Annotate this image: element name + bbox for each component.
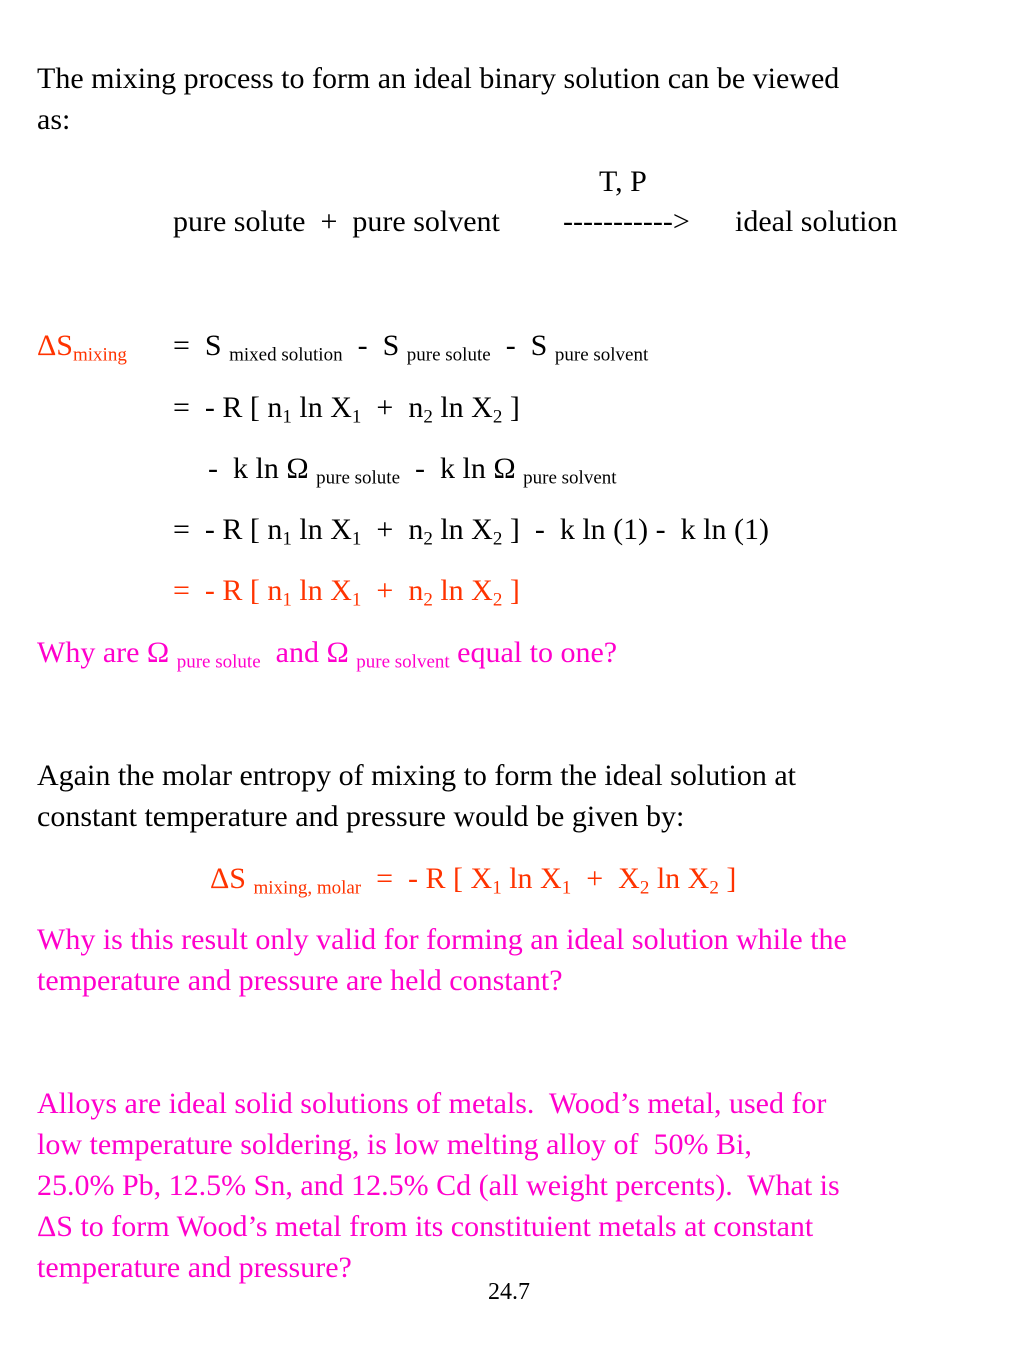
- question-constant-tp-line-2: temperature and pressure are held constant?: [37, 964, 563, 997]
- equation-line-4: = - R [ $n_1$ $\ln X_1 + n_2$ $\ln X_2$ ] - k ln (1) - k ln (1): [173, 513, 769, 550]
- problem-line-2: low temperature soldering, is low melting alloy of 50% Bi,: [37, 1128, 752, 1161]
- equation-line-2: = - R [ $n_1$ $\ln X_1 + n_2$ $\ln X_2$ ]: [173, 391, 520, 428]
- delta-s-mixing: $\Delta S_{mixing}$: [37, 329, 127, 366]
- problem-line-5: temperature and pressure?: [37, 1251, 352, 1284]
- equation-line-1: = S $_{mixed solution}$ - S $_{pure solute}$ - S $_{pure solvent}$: [173, 329, 649, 366]
- question-omega: Why are Ω $_{pure solute}$ and Ω $_{pure solvent}$ equal to one?: [37, 636, 618, 673]
- problem-line-1: Alloys are ideal solid solutions of metals. Wood’s metal, used for: [37, 1087, 827, 1120]
- intro-line-1: The mixing process to form an ideal binary solution can be viewed: [37, 62, 840, 95]
- page-number: 24.7: [488, 1279, 530, 1305]
- process-reactants: pure solute + pure solvent: [173, 205, 500, 238]
- molar-entropy-equation: ΔS $_{mixing, molar}$ = - R [ $X_1$ $\ln X_1 + X_2$ $\ln X_2$ ]: [210, 862, 737, 899]
- equation-line-5-result: = - R [ $n_1$ $\ln X_1 + n_2$ $\ln X_2$ ]: [173, 574, 520, 611]
- intro-line-2: as:: [37, 103, 71, 136]
- molar-intro-line-1: Again the molar entropy of mixing to form the ideal solution at: [37, 759, 797, 792]
- question-constant-tp-line-1: Why is this result only valid for forming an ideal solution while the: [37, 923, 847, 956]
- problem-line-4: ΔS to form Wood’s metal from its constituient metals at constant: [37, 1210, 814, 1243]
- molar-intro-line-2: constant temperature and pressure would be given by:: [37, 800, 685, 833]
- equation-line-3: - k ln Ω $_{pure solute}$ - k ln Ω $_{pure solvent}$: [208, 452, 617, 489]
- process-arrow: ----------->: [563, 205, 690, 238]
- process-condition: T, P: [599, 165, 647, 198]
- problem-line-3: 25.0% Pb, 12.5% Sn, and 12.5% Cd (all weight percents). What is: [37, 1169, 840, 1202]
- process-product: ideal solution: [735, 205, 898, 238]
